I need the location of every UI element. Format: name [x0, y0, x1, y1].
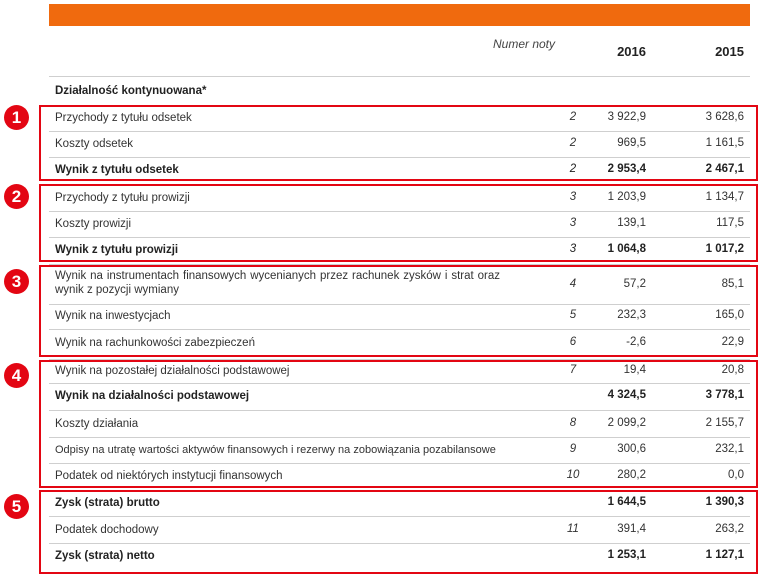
- highlight-box-4: [39, 360, 758, 488]
- row-value-2015: 20,8: [721, 364, 744, 376]
- row-note: 6: [569, 336, 577, 348]
- row-value-2016: 2 953,4: [607, 163, 646, 175]
- row-note: 4: [569, 278, 577, 290]
- row-value-2015: 263,2: [715, 523, 744, 535]
- row-value-2016: 300,6: [617, 443, 646, 455]
- row-value-2015: 3 628,6: [705, 111, 744, 123]
- row-value-2016: 1 064,8: [607, 243, 646, 255]
- row-note: 9: [569, 443, 577, 455]
- row-label: Wynik na inwestycjach: [55, 310, 171, 322]
- row-value-2016: 139,1: [617, 217, 646, 229]
- row-value-2016: 4 324,5: [607, 389, 646, 401]
- row-value-2015: 1 134,7: [705, 191, 744, 203]
- row-note: 3: [569, 217, 577, 229]
- highlight-box-5: [39, 490, 758, 574]
- row-value-2016: 2 099,2: [607, 417, 646, 429]
- row-value-2016: 280,2: [617, 469, 646, 481]
- header-divider: [49, 76, 750, 77]
- row-value-2015: 232,1: [715, 443, 744, 455]
- badge-5: 5: [4, 494, 29, 519]
- row-label: Wynik na rachunkowości zabezpieczeń: [55, 337, 255, 349]
- row-value-2016: 1 644,5: [607, 496, 646, 508]
- badge-2: 2: [4, 184, 29, 209]
- row-value-2016: 57,2: [623, 278, 646, 290]
- row-value-2016: -2,6: [626, 336, 646, 348]
- row-label: Wynik na pozostałej działalności podstawowej: [55, 365, 290, 377]
- row-label: Koszty odsetek: [55, 138, 133, 150]
- year-2015-header: 2015: [715, 44, 744, 59]
- row-value-2015: 2 155,7: [705, 417, 744, 429]
- row-value-2016: 1 253,1: [607, 549, 646, 561]
- badge-1: 1: [4, 105, 29, 130]
- row-label: Wynik na działalności podstawowej: [55, 390, 250, 402]
- highlight-box-1: [39, 105, 758, 181]
- row-value-2015: 1 390,3: [705, 496, 744, 508]
- note-column-header: Numer noty: [492, 37, 556, 51]
- year-2016-header: 2016: [617, 44, 646, 59]
- row-value-2015: 1 127,1: [705, 549, 744, 561]
- row-note: 2: [569, 163, 577, 175]
- row-value-2015: 3 778,1: [705, 389, 744, 401]
- row-value-2015: 117,5: [716, 217, 744, 229]
- row-note: 2: [569, 137, 577, 149]
- section-title: Działalność kontynuowana*: [55, 85, 207, 97]
- row-value-2016: 232,3: [617, 309, 646, 321]
- row-label: Przychody z tytułu odsetek: [55, 112, 192, 124]
- row-label: Zysk (strata) netto: [55, 550, 155, 562]
- row-label: Wynik na instrumentach finansowych wycenianych przez rachunek zysków i strat oraz wynik z pozycji wymiany: [55, 270, 500, 296]
- row-label: Przychody z tytułu prowizji: [55, 192, 190, 204]
- orange-header-bar: [49, 4, 750, 26]
- row-value-2015: 2 467,1: [705, 163, 744, 175]
- row-label: Zysk (strata) brutto: [55, 497, 160, 509]
- row-value-2015: 0,0: [728, 469, 744, 481]
- row-note: 8: [569, 417, 577, 429]
- badge-3: 3: [4, 269, 29, 294]
- row-value-2016: 969,5: [617, 137, 646, 149]
- row-label: Wynik z tytułu odsetek: [55, 164, 179, 176]
- row-label: Odpisy na utratę wartości aktywów finansowych i rezerwy na zobowiązania pozabilansowe: [55, 444, 496, 456]
- row-value-2015: 85,1: [721, 278, 744, 290]
- row-note: 3: [569, 191, 577, 203]
- row-value-2016: 391,4: [617, 523, 646, 535]
- row-note: 11: [567, 523, 579, 535]
- row-label: Koszty działania: [55, 418, 139, 430]
- highlight-box-2: [39, 184, 758, 262]
- row-note: 7: [569, 364, 577, 376]
- row-value-2015: 22,9: [721, 336, 744, 348]
- row-note: 3: [569, 243, 577, 255]
- badge-4: 4: [4, 363, 29, 388]
- row-value-2016: 3 922,9: [607, 111, 646, 123]
- row-value-2016: 1 203,9: [607, 191, 646, 203]
- row-value-2015: 165,0: [715, 309, 744, 321]
- row-label: Wynik z tytułu prowizji: [55, 244, 179, 256]
- row-note: 2: [569, 111, 577, 123]
- highlight-box-3: [39, 265, 758, 357]
- row-value-2015: 1 161,5: [705, 137, 744, 149]
- row-label: Podatek od niektórych instytucji finansowych: [55, 470, 283, 482]
- row-value-2015: 1 017,2: [705, 243, 744, 255]
- row-note: 10: [566, 469, 580, 481]
- row-value-2016: 19,4: [623, 364, 646, 376]
- row-label: Koszty prowizji: [55, 218, 132, 230]
- row-note: 5: [569, 309, 577, 321]
- row-label: Podatek dochodowy: [55, 524, 159, 536]
